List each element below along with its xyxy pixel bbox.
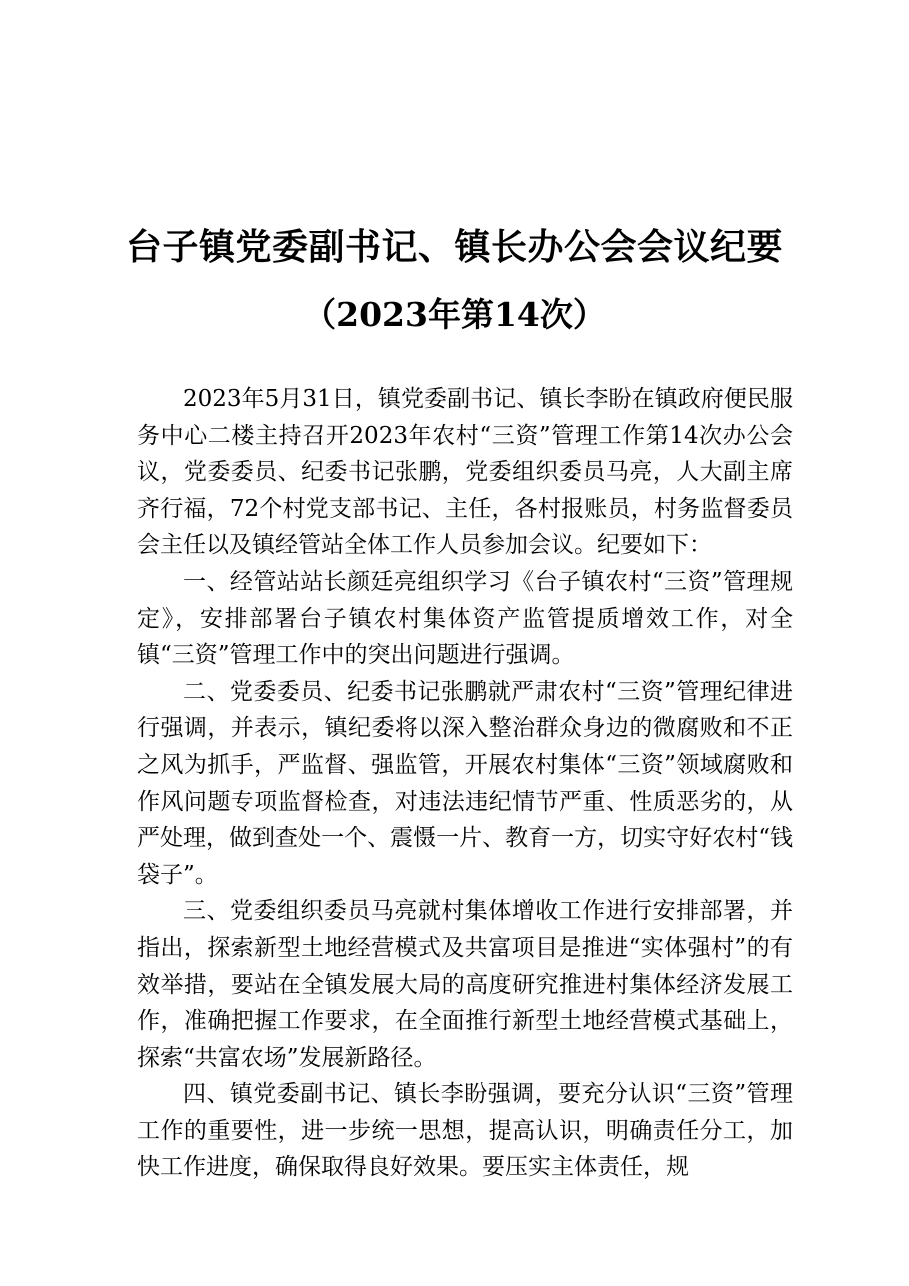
paragraph-intro: 2023年5月31日，镇党委副书记、镇长李盼在镇政府便民服务中心二楼主持召开2023年农村“三资”管理工作第14次办公会议，党委委员、纪委书记张鹏，党委组织委员马亮，人大副主席齐行福，72个村党支部书记、主任，各村报账员，村务监督委员会主任以及镇经管站全体工作人员参加会议。纪要如下：: [137, 386, 793, 559]
paragraph-item-2: 二、党委委员、纪委书记张鹏就严肃农村“三资”管理纪律进行强调，并表示，镇纪委将以深入整治群众身边的微腐败和不正之风为抓手，严监督、强监管，开展农村集体“三资”领域腐败和作风问题专项监督检查，对违法违纪情节严重、性质恶劣的，从严处理，做到查处一个、震慑一片、教育一方，切实守好农村“钱袋子”。: [137, 678, 793, 888]
document-body: [137, 381, 793, 1186]
paragraph-item-4: 四、镇党委副书记、镇长李盼强调，要充分认识“三资”管理工作的重要性，进一步统一思想，提高认识，明确责任分工，加快工作进度，确保取得良好效果。要压实主体责任，规: [137, 1081, 793, 1181]
document-subtitle: （2023年第14次）: [303, 295, 606, 334]
paragraph-item-1: 一、经管站站长颜廷亮组织学习《台子镇农村“三资”管理规定》，安排部署台子镇农村集体资产监管提质增效工作，对全镇“三资”管理工作中的突出问题进行强调。: [137, 568, 793, 669]
document-title: 台子镇党委副书记、镇长办公会会议纪要: [125, 226, 783, 268]
paragraph-item-3: 三、党委组织委员马亮就村集体增收工作进行安排部署，并指出，探索新型土地经营模式及共富项目是推进“实体强村”的有效举措，要站在全镇发展大局的高度研究推进村集体经济发展工作，准确把握工作要求，在全面推行新型土地经营模式基础上，探索“共富农场”发展新路径。: [137, 898, 793, 1071]
